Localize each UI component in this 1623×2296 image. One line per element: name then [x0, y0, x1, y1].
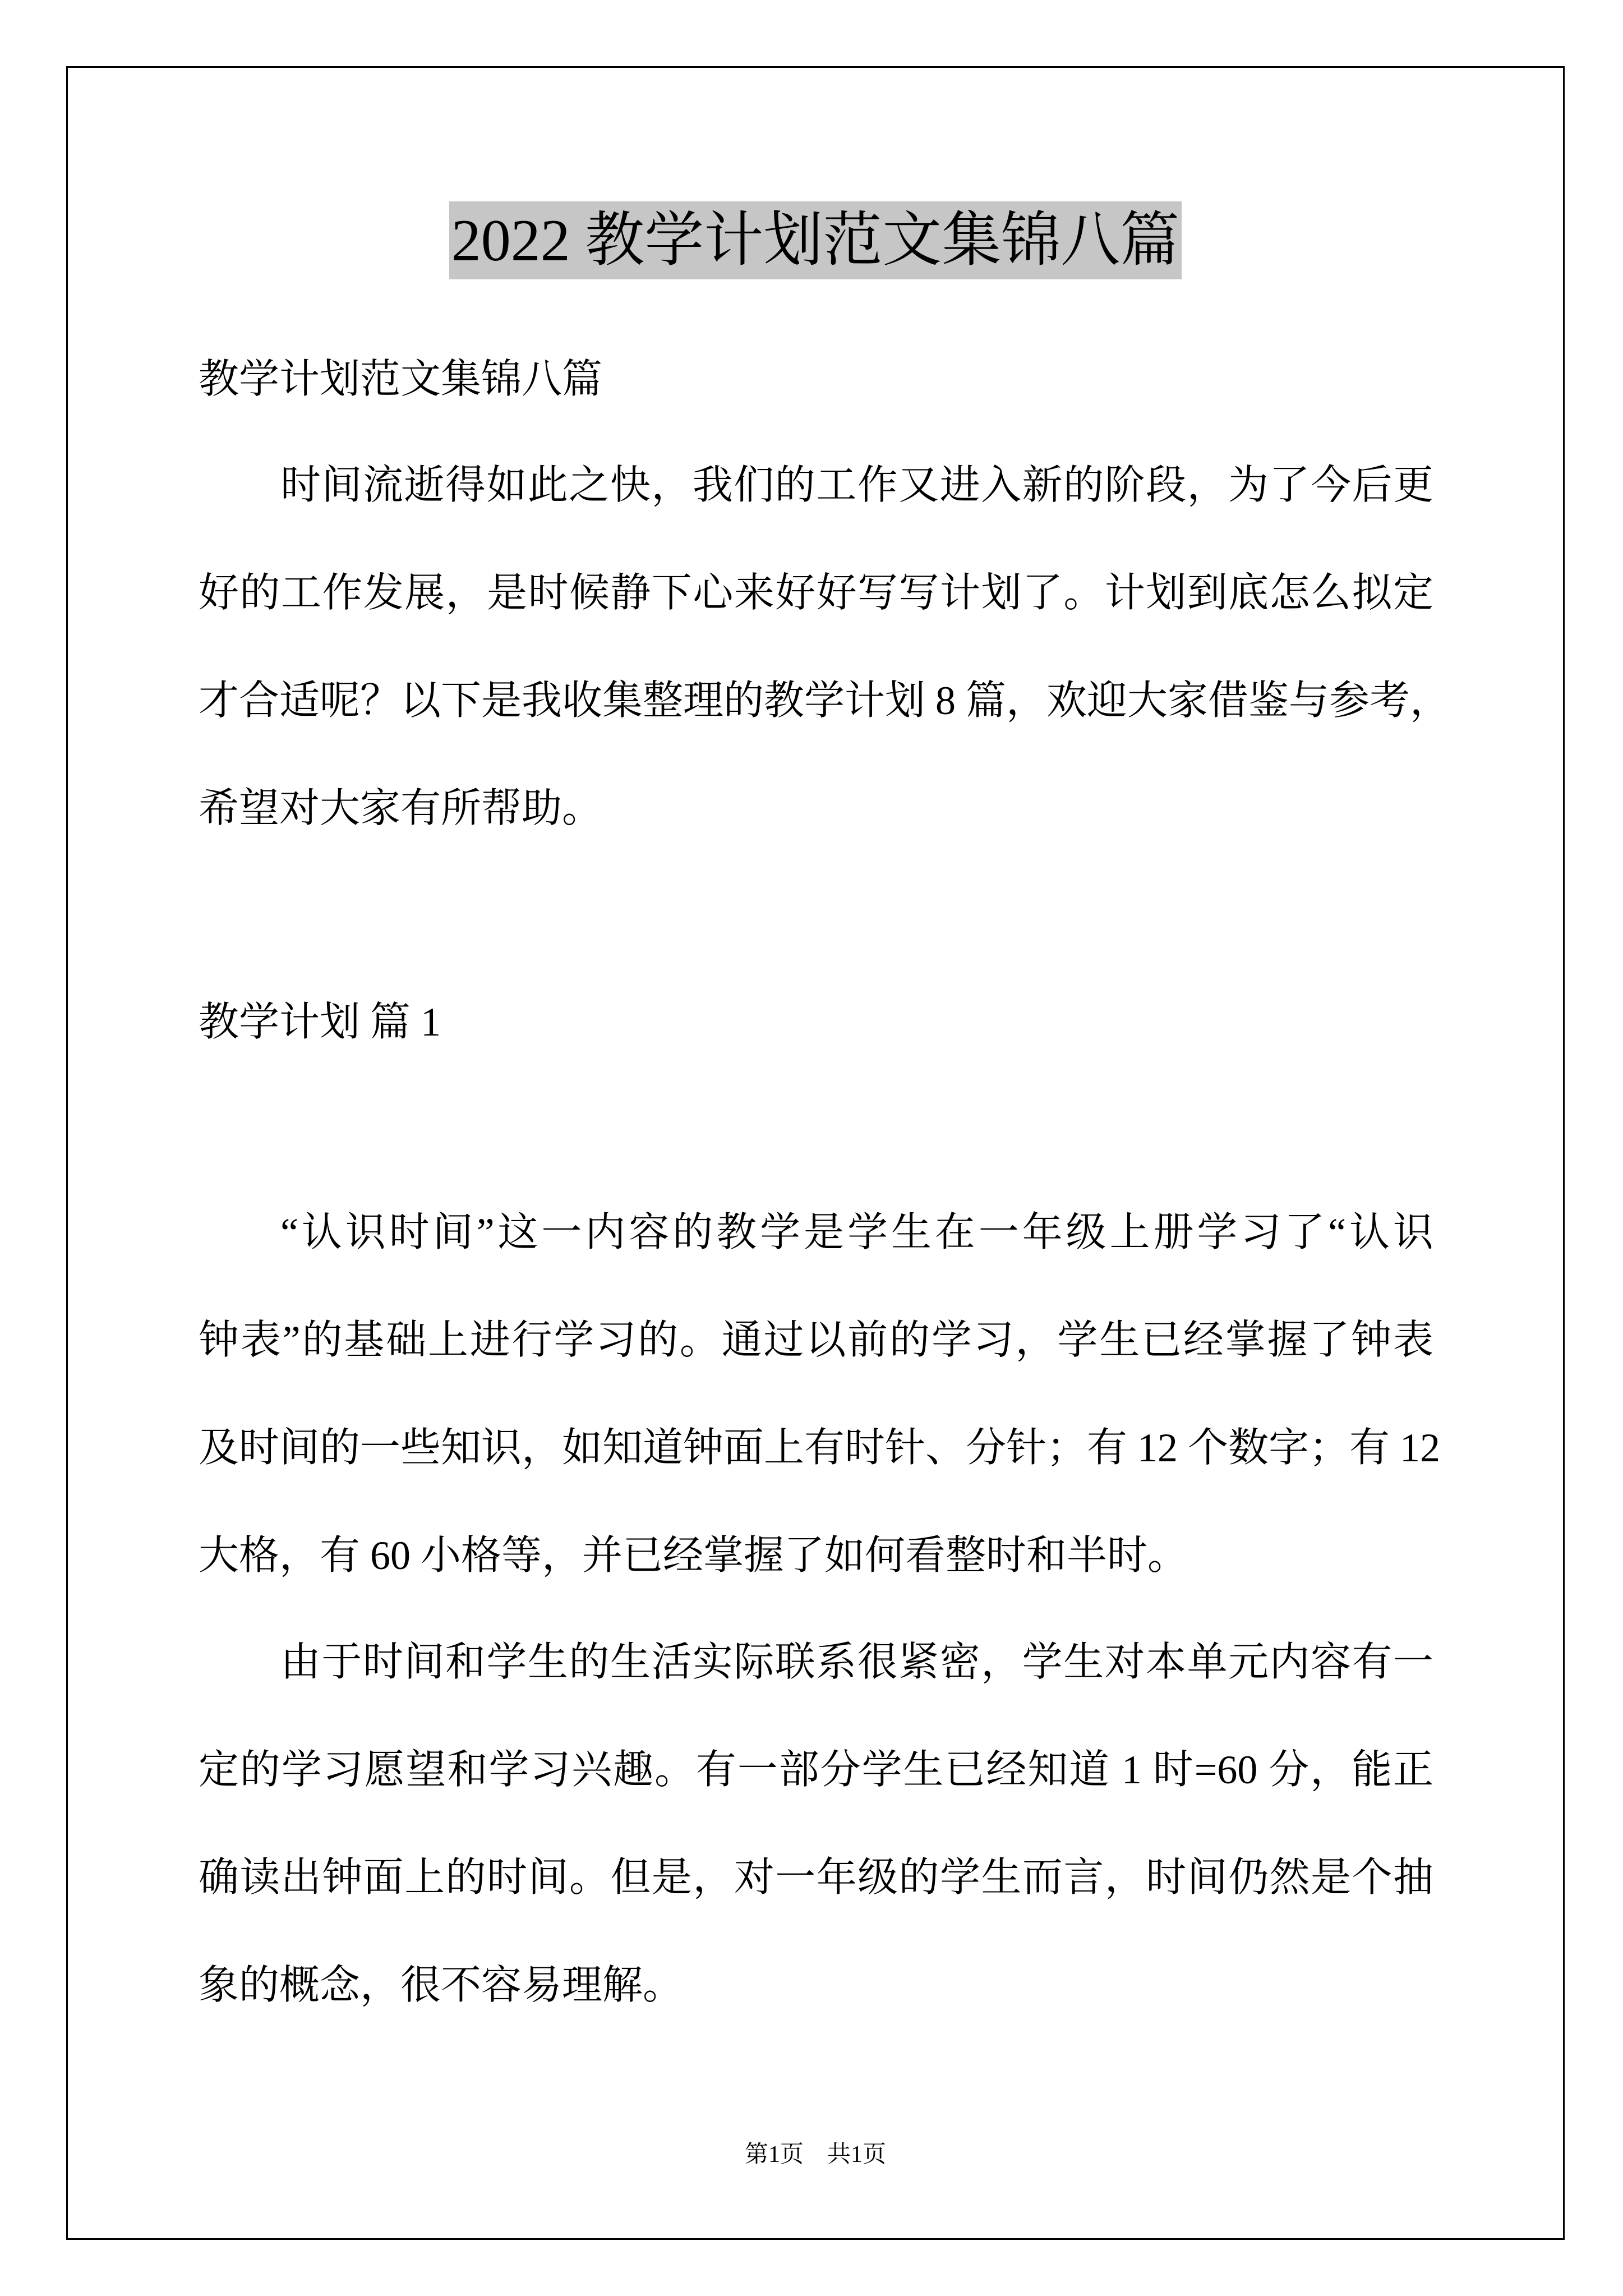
- document-subtitle: 教学计划范文集锦八篇: [199, 357, 603, 402]
- section-heading: 教学计划 篇 1: [199, 1000, 441, 1045]
- document-subtitle-block: [199, 325, 1433, 433]
- intro-line: 时间流逝得如此之快，我们的工作又进入新的阶段，为了今后更: [280, 463, 1433, 508]
- intro-line: 才合适呢？以下是我收集整理的教学计划 8 篇，欢迎大家借鉴与参考，: [199, 678, 1451, 723]
- paragraph-line: “认识时间”这一内容的教学是学生在一年级上册学习了“认识: [280, 1210, 1433, 1255]
- body-paragraph: [199, 1608, 1433, 2039]
- intro-paragraph: [199, 431, 1451, 862]
- document-title: 2022 教学计划范文集锦八篇: [449, 201, 1182, 279]
- intro-line: 希望对大家有所帮助。: [199, 786, 603, 831]
- title-container: [66, 201, 1565, 279]
- paragraph-line: 由于时间和学生的生活实际联系很紧密，学生对本单元内容有一: [280, 1640, 1433, 1685]
- paragraph-line: 大格，有 60 小格等，并已经掌握了如何看整时和半时。: [199, 1533, 1188, 1578]
- paragraph-line: 定的学习愿望和学习兴趣。有一部分学生已经知道 1 时=60 分，能正: [199, 1747, 1433, 1792]
- paragraph-line: 钟表”的基础上进行学习的。通过以前的学习，学生已经掌握了钟表: [199, 1318, 1433, 1363]
- section-heading-block: [199, 968, 1433, 1076]
- paragraph-line: 确读出钟面上的时间。但是，对一年级的学生而言，时间仍然是个抽: [199, 1855, 1433, 1900]
- body-paragraph: [199, 1179, 1441, 1609]
- paragraph-line: 象的概念，很不容易理解。: [199, 1963, 684, 2008]
- paragraph-line: 及时间的一些知识，如知道钟面上有时针、分针；有 12 个数字；有 12: [199, 1425, 1441, 1470]
- page-footer: 第1页 共1页: [744, 2142, 886, 2168]
- intro-line: 好的工作发展，是时候静下心来好好写写计划了。计划到底怎么拟定: [199, 570, 1433, 615]
